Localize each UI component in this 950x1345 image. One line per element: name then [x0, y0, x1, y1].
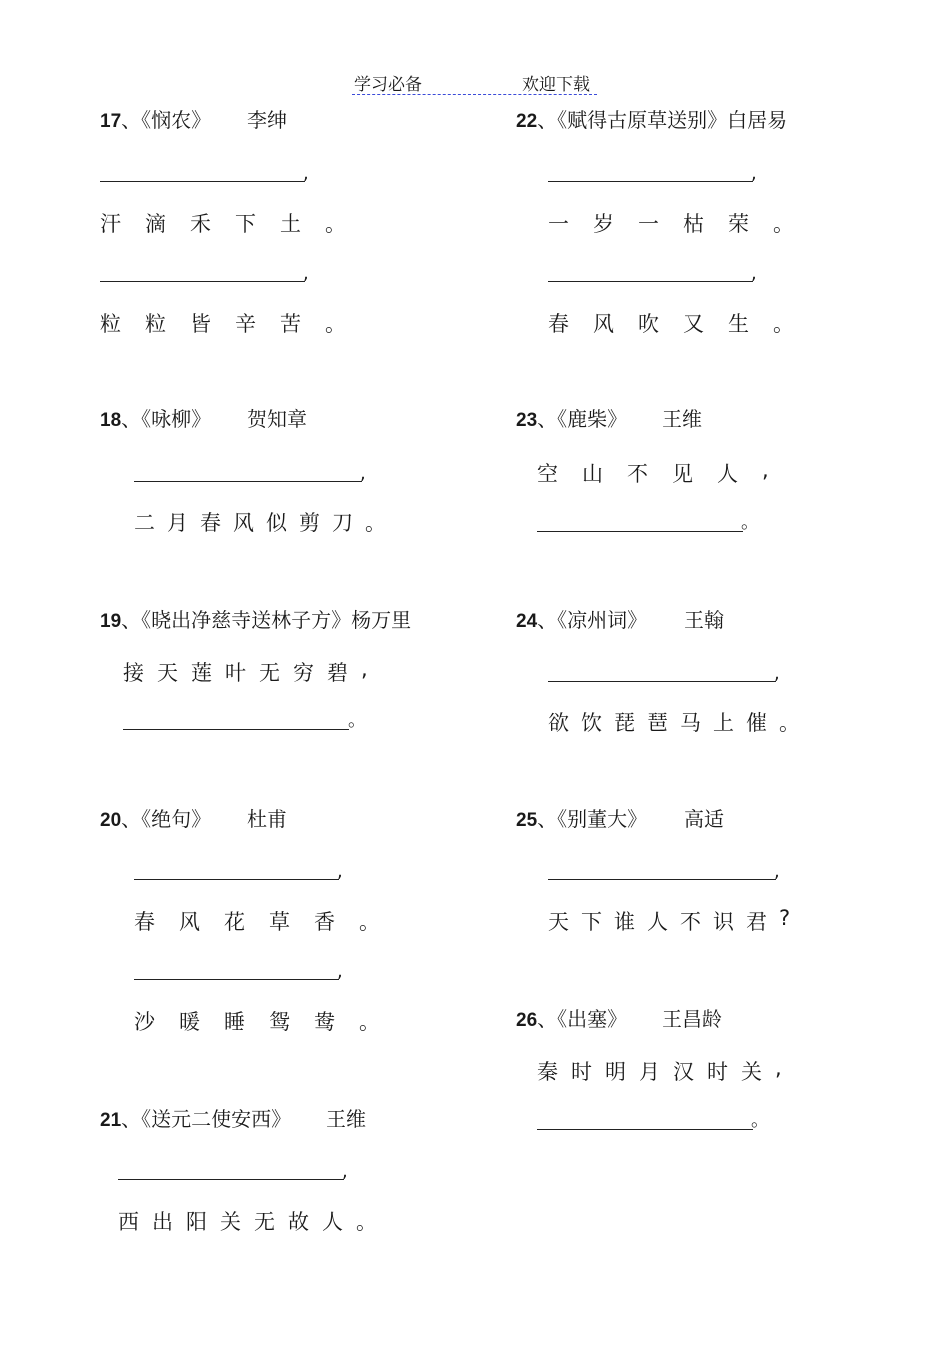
poem-char: 似 — [266, 511, 287, 535]
poem-char: 不 — [680, 910, 701, 934]
poem-line — [537, 458, 807, 488]
poem-char: 苦 — [280, 312, 301, 336]
poem-char: 穷 — [293, 661, 314, 685]
poem-char: 识 — [713, 910, 734, 934]
poem-char: , — [361, 657, 368, 681]
poem-char: 禾 — [190, 212, 211, 236]
poem-author: 高适 — [684, 807, 724, 831]
item-number: 18 — [100, 410, 122, 431]
poem-title: 、《别董大》 — [537, 807, 648, 831]
poem-char: 关 — [220, 1210, 241, 1234]
poem-title: 、《晓出净慈寺送林子方》杨万里 — [121, 608, 412, 632]
item-number: 20 — [100, 810, 122, 831]
poem-author: 王翰 — [684, 608, 724, 632]
fill-blank[interactable]: , — [134, 858, 349, 882]
poem-line — [134, 1006, 404, 1036]
poem-char: 关 — [741, 1060, 762, 1084]
poem-char: 鸯 — [314, 1010, 335, 1034]
poem-char: 皆 — [190, 312, 211, 336]
poem-author: 贺知章 — [247, 407, 307, 431]
poem-author: 王维 — [326, 1107, 366, 1131]
item-number: 26 — [516, 1010, 538, 1031]
poem-char: 空 — [537, 462, 558, 486]
poem-item-17 — [100, 108, 287, 134]
poem-char: 。 — [779, 711, 800, 735]
poem-char: 汗 — [100, 212, 121, 236]
poem-char: 天 — [157, 661, 178, 685]
poem-char: 春 — [548, 312, 569, 336]
poem-char: 不 — [627, 462, 648, 486]
item-number: 23 — [516, 410, 538, 431]
poem-char: , — [762, 458, 769, 482]
poem-char: 土 — [280, 212, 301, 236]
poem-char: 琵 — [614, 711, 635, 735]
poem-char: 暖 — [179, 1010, 200, 1034]
poem-char: 人 — [322, 1210, 343, 1234]
poem-char: 天 — [548, 910, 569, 934]
poem-title: 、《咏柳》 — [121, 407, 212, 431]
poem-line — [118, 1206, 390, 1236]
poem-char: 出 — [152, 1210, 173, 1234]
poem-char: 饮 — [581, 711, 602, 735]
poem-char: 。 — [325, 312, 346, 336]
item-number: 17 — [100, 111, 122, 132]
poem-title: 、《赋得古原草送别》白居易 — [537, 108, 788, 132]
poem-title: 、《凉州词》 — [537, 608, 648, 632]
poem-char: 人 — [717, 462, 738, 486]
poem-item-23 — [516, 407, 702, 433]
poem-char: 人 — [647, 910, 668, 934]
poem-item-20 — [100, 807, 287, 833]
poem-char: 刀 — [332, 511, 353, 535]
poem-author: 杜甫 — [247, 807, 287, 831]
poem-char: 时 — [707, 1060, 728, 1084]
poem-char: 下 — [235, 212, 256, 236]
poem-char: ? — [779, 906, 791, 930]
poem-char: 无 — [254, 1210, 275, 1234]
poem-char: 一 — [548, 212, 569, 236]
poem-title: 、《绝句》 — [121, 807, 212, 831]
poem-char: 君 — [746, 910, 767, 934]
poem-char: 。 — [356, 1210, 377, 1234]
poem-char: 下 — [581, 910, 602, 934]
poem-line — [100, 308, 370, 338]
poem-item-26 — [516, 1007, 722, 1033]
fill-blank[interactable]: , — [134, 460, 374, 484]
poem-char: 莲 — [191, 661, 212, 685]
page-header — [352, 70, 597, 95]
poem-char: 碧 — [327, 661, 348, 685]
fill-blank[interactable]: , — [134, 958, 349, 982]
poem-char: 。 — [325, 212, 346, 236]
poem-char: 时 — [571, 1060, 592, 1084]
poem-char: 接 — [123, 661, 144, 685]
poem-char: 滴 — [145, 212, 166, 236]
poem-line — [537, 1056, 809, 1086]
poem-char: 。 — [359, 1010, 380, 1034]
poem-char: 见 — [672, 462, 693, 486]
poem-char: 月 — [639, 1060, 660, 1084]
fill-blank[interactable]: 。 — [123, 708, 363, 732]
poem-char: 明 — [605, 1060, 626, 1084]
poem-char: 吹 — [638, 312, 659, 336]
poem-char: 荣 — [728, 212, 749, 236]
poem-title: 、《悯农》 — [121, 108, 212, 132]
poem-char: 剪 — [299, 511, 320, 535]
poem-char: 。 — [773, 312, 794, 336]
poem-char: 沙 — [134, 1010, 155, 1034]
poem-author: 李绅 — [247, 108, 287, 132]
item-number: 21 — [100, 1110, 122, 1131]
poem-item-18 — [100, 407, 307, 433]
item-number: 24 — [516, 611, 538, 632]
poem-title: 、《出塞》 — [537, 1007, 628, 1031]
header-left-text: 学习必备 — [354, 75, 422, 95]
item-number: 19 — [100, 611, 122, 632]
poem-char: 欲 — [548, 711, 569, 735]
poem-char: 粒 — [100, 312, 121, 336]
poem-line — [134, 507, 398, 537]
poem-char: 岁 — [593, 212, 614, 236]
poem-char: 秦 — [537, 1060, 558, 1084]
poem-char: 阳 — [186, 1210, 207, 1234]
fill-blank[interactable]: , — [100, 160, 315, 184]
fill-blank[interactable]: , — [548, 858, 788, 882]
poem-item-19 — [100, 608, 411, 634]
fill-blank[interactable]: , — [118, 1158, 358, 1182]
poem-char: 风 — [233, 511, 254, 535]
poem-line — [100, 208, 370, 238]
poem-char: 谁 — [614, 910, 635, 934]
poem-char: 西 — [118, 1210, 139, 1234]
poem-char: 。 — [359, 910, 380, 934]
poem-item-22 — [516, 108, 787, 134]
poem-char: 草 — [269, 910, 290, 934]
poem-char: 生 — [728, 312, 749, 336]
poem-char: 月 — [167, 511, 188, 535]
poem-char: 风 — [593, 312, 614, 336]
poem-item-25 — [516, 807, 724, 833]
poem-char: 。 — [365, 511, 386, 535]
poem-line — [548, 308, 818, 338]
poem-char: 一 — [638, 212, 659, 236]
poem-char: 鸳 — [269, 1010, 290, 1034]
poem-item-24 — [516, 608, 724, 634]
poem-char: 叶 — [225, 661, 246, 685]
poem-author: 王昌龄 — [662, 1007, 722, 1031]
poem-author: 王维 — [662, 407, 702, 431]
poem-char: 无 — [259, 661, 280, 685]
fill-blank[interactable]: , — [548, 660, 788, 684]
poem-char: 风 — [179, 910, 200, 934]
poem-char: 马 — [680, 711, 701, 735]
poem-char: 香 — [314, 910, 335, 934]
poem-char: 粒 — [145, 312, 166, 336]
poem-char: 上 — [713, 711, 734, 735]
poem-char: 又 — [683, 312, 704, 336]
fill-blank[interactable]: , — [100, 260, 315, 284]
poem-title: 、《送元二使安西》 — [121, 1107, 292, 1131]
poem-char: 辛 — [235, 312, 256, 336]
fill-blank[interactable]: , — [548, 260, 763, 284]
fill-blank[interactable]: 。 — [537, 1108, 767, 1132]
poem-char: 山 — [582, 462, 603, 486]
poem-line — [548, 208, 818, 238]
poem-line — [548, 906, 812, 936]
poem-char: 春 — [134, 910, 155, 934]
poem-char: 睡 — [224, 1010, 245, 1034]
poem-item-21 — [100, 1107, 366, 1133]
item-number: 25 — [516, 810, 538, 831]
fill-blank[interactable]: , — [548, 160, 763, 184]
poem-char: 催 — [746, 711, 767, 735]
poem-line — [134, 906, 404, 936]
poem-char: 琶 — [647, 711, 668, 735]
poem-char: , — [775, 1056, 782, 1080]
poem-title: 、《鹿柴》 — [537, 407, 628, 431]
poem-char: 花 — [224, 910, 245, 934]
header-right-text: 欢迎下载 — [522, 75, 590, 95]
poem-char: 二 — [134, 511, 155, 535]
poem-line — [548, 707, 812, 737]
fill-blank[interactable]: 。 — [537, 510, 757, 534]
poem-char: 汉 — [673, 1060, 694, 1084]
poem-char: 。 — [773, 212, 794, 236]
poem-line — [123, 657, 395, 687]
item-number: 22 — [516, 111, 538, 132]
poem-char: 枯 — [683, 212, 704, 236]
poem-char: 春 — [200, 511, 221, 535]
poem-char: 故 — [288, 1210, 309, 1234]
